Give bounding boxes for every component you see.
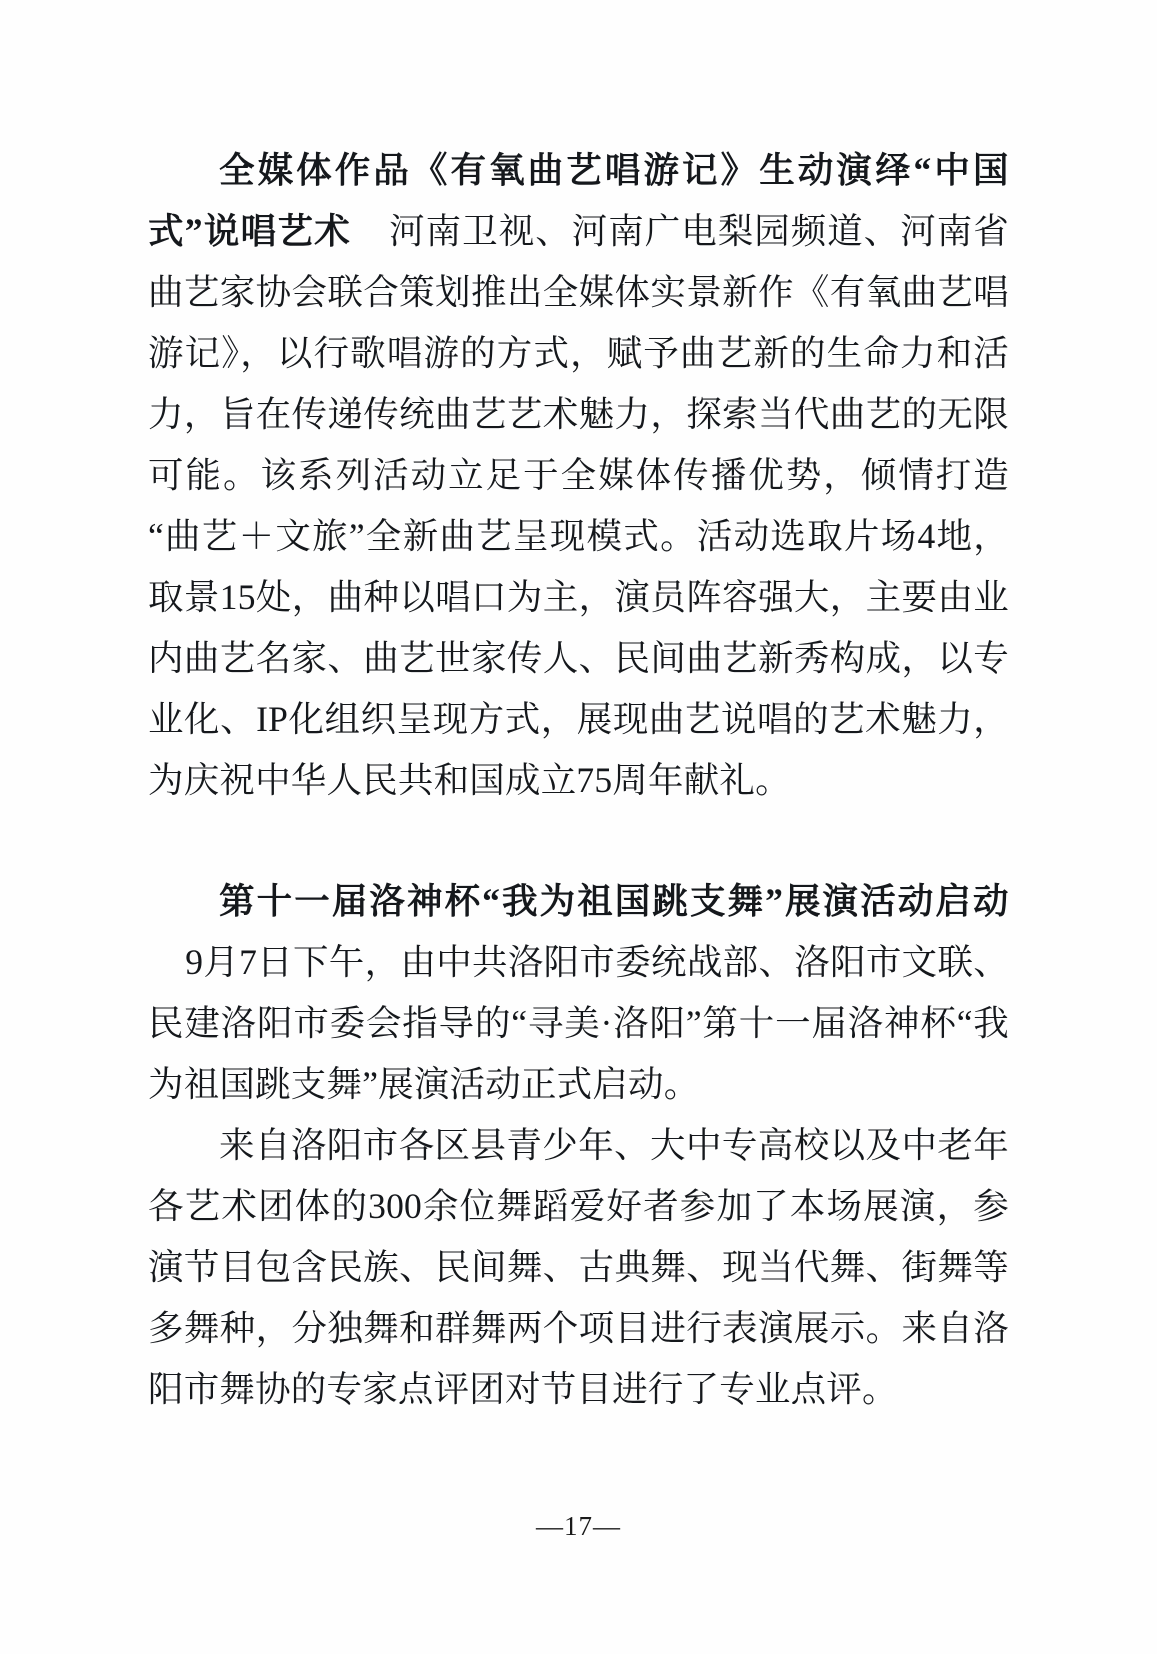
- section-lead-title: 第十一届洛神杯“我为祖国跳支舞”展演活动启动: [219, 881, 1009, 921]
- paragraph: [148, 140, 1009, 811]
- article-section-1: [148, 140, 1009, 811]
- section-lead-title: 全媒体作品《有氧曲艺唱游记》生动演绎“中国式”说唱艺术: [148, 150, 1009, 251]
- paragraph-text: 河南卫视、河南广电梨园频道、河南省曲艺家协会联合策划推出全媒体实景新作《有氧曲艺唱游记》，以行歌唱游的方式，赋予曲艺新的生命力和活力，旨在传递传统曲艺艺术魅力，探索当代曲艺的无限可能。该系列活动立足于全媒体传播优势，倾情打造“曲艺＋文旅”全新曲艺呈现模式。活动选取片场4地，取景15处，曲种以唱口为主，演员阵容强大，主要由业内曲艺名家、曲艺世家传人、民间曲艺新秀构成，以专业化、IP化组织呈现方式，展现曲艺说唱的艺术魅力，为庆祝中华人民共和国成立75周年献礼。: [148, 211, 1009, 800]
- paragraph: [148, 1115, 1009, 1420]
- paragraph: [148, 871, 1009, 1115]
- paragraph-text: 来自洛阳市各区县青少年、大中专高校以及中老年各艺术团体的300余位舞蹈爱好者参加了本场展演，参演节目包含民族、民间舞、古典舞、现当代舞、街舞等多舞种，分独舞和群舞两个项目进行表演展示。来自洛阳市舞协的专家点评团对节目进行了专业点评。: [148, 1125, 1009, 1409]
- page-number: —17—: [536, 1511, 621, 1541]
- section-spacer: [148, 811, 1009, 871]
- article-section-2: [148, 871, 1009, 1420]
- paragraph-text: 9月7日下午，由中共洛阳市委统战部、洛阳市文联、民建洛阳市委会指导的“寻美·洛阳”第十一届洛神杯“我为祖国跳支舞”展演活动正式启动。: [148, 942, 1009, 1104]
